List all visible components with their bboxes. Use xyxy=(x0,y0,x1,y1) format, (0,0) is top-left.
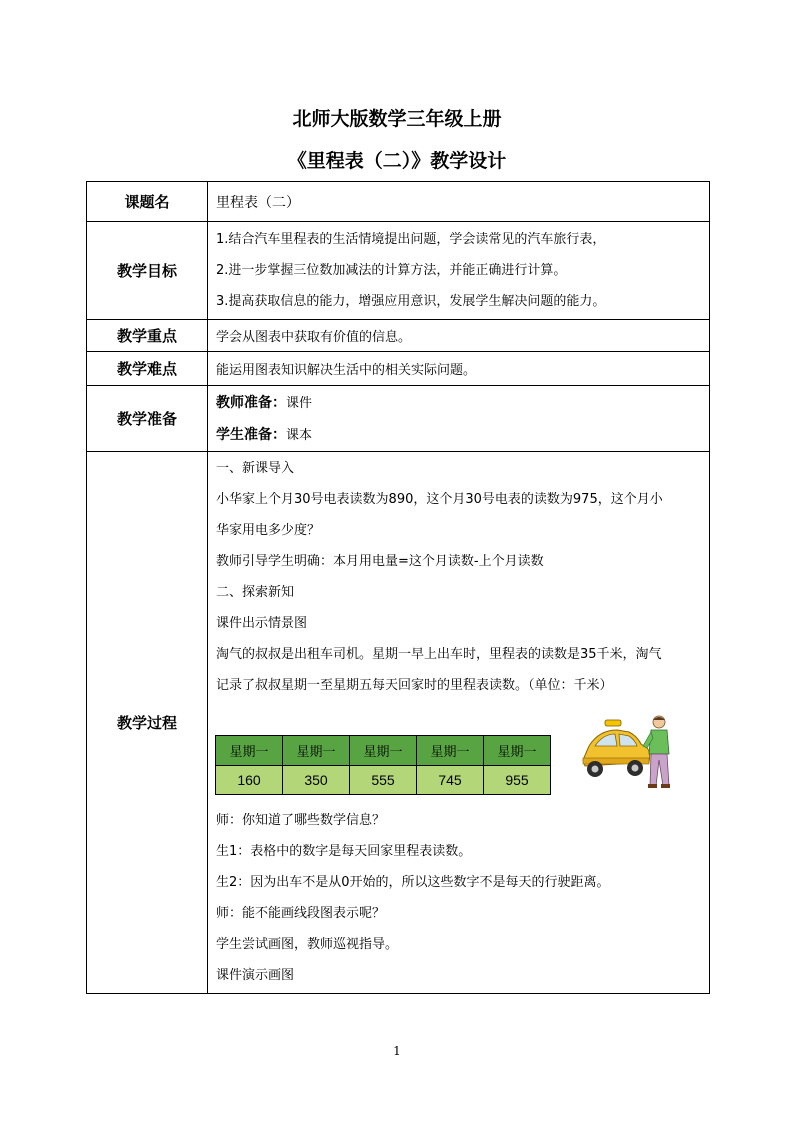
goal-item: 2.进一步掌握三位数加减法的计算方法，并能正确进行计算。 xyxy=(216,263,567,278)
label-goals: 教学目标 xyxy=(87,222,208,320)
process-line: 教师引导学生明确：本月用电量=这个月读数-上个月读数 xyxy=(216,554,544,569)
row-difficulty xyxy=(87,352,710,386)
mileage-value: 160 xyxy=(216,766,283,795)
student-prep-label: 学生准备： xyxy=(216,426,286,443)
taxi-driver-illustration xyxy=(577,714,673,790)
process-line: 师：能不能画线段图表示呢？ xyxy=(216,906,386,921)
process-line: 课件演示画图 xyxy=(216,968,295,983)
mileage-day: 星期一 xyxy=(350,736,417,766)
process-line: 课件出示情景图 xyxy=(216,616,308,631)
document-subtitle: 《里程表（二）》教学设计 xyxy=(287,150,507,172)
process-line: 二、探索新知 xyxy=(216,585,295,600)
document-title: 北师大版数学三年级上册 xyxy=(292,108,502,130)
value-prep xyxy=(208,386,710,452)
mileage-value: 350 xyxy=(283,766,350,795)
lesson-plan-table xyxy=(86,181,710,994)
process-line: 淘气的叔叔是出租车司机。星期一早上出车时，里程表的读数是35千米，淘气 xyxy=(216,647,662,662)
process-line: 一、新课导入 xyxy=(216,461,295,476)
label-process: 教学过程 xyxy=(87,452,208,994)
label-difficulty: 教学难点 xyxy=(87,352,208,386)
mileage-days-row xyxy=(216,736,551,766)
process-line: 生2：因为出车不是从0开始的，所以这些数字不是每天的行驶距离。 xyxy=(216,875,610,890)
process-line: 华家用电多少度？ xyxy=(216,523,321,538)
value-process xyxy=(208,452,710,994)
process-line: 记录了叔叔星期一至星期五每天回家时的里程表读数。（单位：千米） xyxy=(216,678,613,693)
mileage-day: 星期一 xyxy=(216,736,283,766)
process-line: 生1：表格中的数字是每天回家里程表读数。 xyxy=(216,844,472,859)
mileage-day: 星期一 xyxy=(417,736,484,766)
row-key xyxy=(87,320,710,352)
goal-item: 1.结合汽车里程表的生活情境提出问题，学会读常见的汽车旅行表， xyxy=(216,232,606,247)
process-line: 师：你知道了哪些数学信息？ xyxy=(216,813,386,828)
row-goals xyxy=(87,222,710,320)
row-process xyxy=(87,452,710,994)
mileage-value: 555 xyxy=(350,766,417,795)
student-prep-value: 课本 xyxy=(286,427,313,443)
process-line: 小华家上个月30号电表读数为890，这个月30号电表的读数为975，这个月小 xyxy=(216,492,663,507)
value-topic: 里程表（二） xyxy=(208,182,710,222)
value-key: 学会从图表中获取有价值的信息。 xyxy=(208,320,710,352)
value-difficulty: 能运用图表知识解决生活中的相关实际问题。 xyxy=(208,352,710,386)
mileage-value: 955 xyxy=(484,766,551,795)
mileage-values-row xyxy=(216,766,551,795)
mileage-value: 745 xyxy=(417,766,484,795)
label-topic: 课题名 xyxy=(87,182,208,222)
mileage-day: 星期一 xyxy=(484,736,551,766)
value-goals xyxy=(208,222,710,320)
row-topic xyxy=(87,182,710,222)
row-prep xyxy=(87,386,710,452)
label-prep: 教学准备 xyxy=(87,386,208,452)
mileage-table xyxy=(215,735,551,795)
goal-item: 3.提高获取信息的能力，增强应用意识，发展学生解决问题的能力。 xyxy=(216,294,606,309)
mileage-day: 星期一 xyxy=(283,736,350,766)
process-line: 学生尝试画图，教师巡视指导。 xyxy=(216,937,399,952)
label-key: 教学重点 xyxy=(87,320,208,352)
teacher-prep-label: 教师准备： xyxy=(216,394,286,411)
page-number: 1 xyxy=(393,1044,401,1058)
teacher-prep-value: 课件 xyxy=(286,395,313,411)
